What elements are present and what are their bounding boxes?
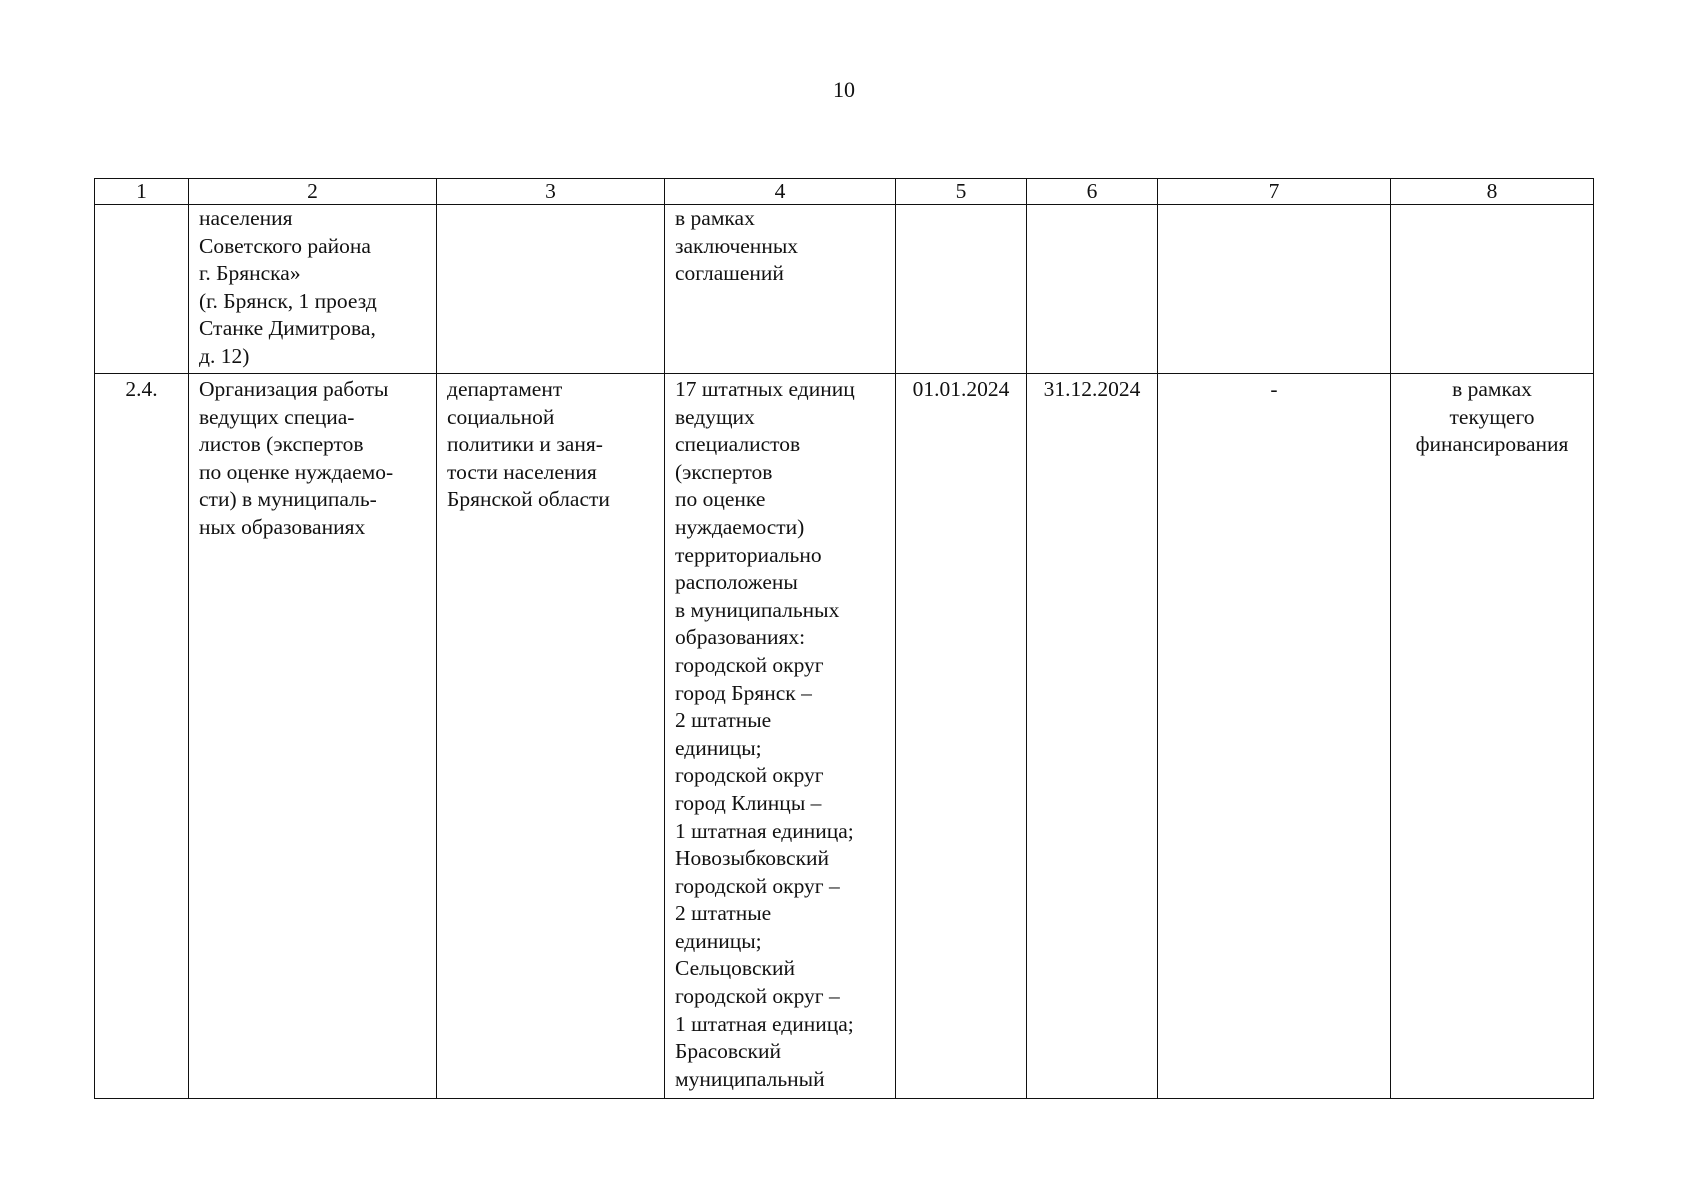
row-number-cell [95, 205, 189, 374]
start-date-cell: 01.01.2024 [896, 374, 1027, 1099]
event-cell: Организация работы ведущих специа- листов (экспертов по оценке нуждаемо- сти) в муниципаль- ных образованиях [189, 374, 437, 1099]
column-header: 8 [1391, 179, 1594, 205]
executor-cell [437, 205, 665, 374]
column-header: 5 [896, 179, 1027, 205]
column-header: 4 [665, 179, 896, 205]
table-row [95, 205, 1594, 374]
indicator-cell: 17 штатных единиц ведущих специалистов (экспертов по оценке нуждаемости) территориально расположены в муниципальных образованиях: городской округ город Брянск – 2 штатные единицы; городской округ город Клинцы – 1 штатная единица; Новозыбковский городской округ – 2 штатные единицы; Сельцовский городской округ – 1 штатная единица; Брасовский муниципальный [665, 374, 896, 1099]
column-header: 1 [95, 179, 189, 205]
column-header: 3 [437, 179, 665, 205]
event-cell: населения Советского района г. Брянска» (г. Брянск, 1 проезд Станке Димитрова, д. 12) [189, 205, 437, 374]
row-number-cell: 2.4. [95, 374, 189, 1099]
executor-cell: департамент социальной политики и заня- тости населения Брянской области [437, 374, 665, 1099]
column-header: 2 [189, 179, 437, 205]
end-date-cell [1027, 205, 1158, 374]
end-date-cell: 31.12.2024 [1027, 374, 1158, 1099]
indicator-cell: в рамках заключенных соглашений [665, 205, 896, 374]
col7-cell: - [1158, 374, 1391, 1099]
start-date-cell [896, 205, 1027, 374]
plan-table [94, 178, 1594, 1099]
financing-cell [1391, 205, 1594, 374]
column-header: 7 [1158, 179, 1391, 205]
table-header-row [95, 179, 1594, 205]
financing-cell: в рамках текущего финансирования [1391, 374, 1594, 1099]
col7-cell [1158, 205, 1391, 374]
column-header: 6 [1027, 179, 1158, 205]
table-row [95, 374, 1594, 1099]
page-number: 10 [833, 77, 855, 102]
